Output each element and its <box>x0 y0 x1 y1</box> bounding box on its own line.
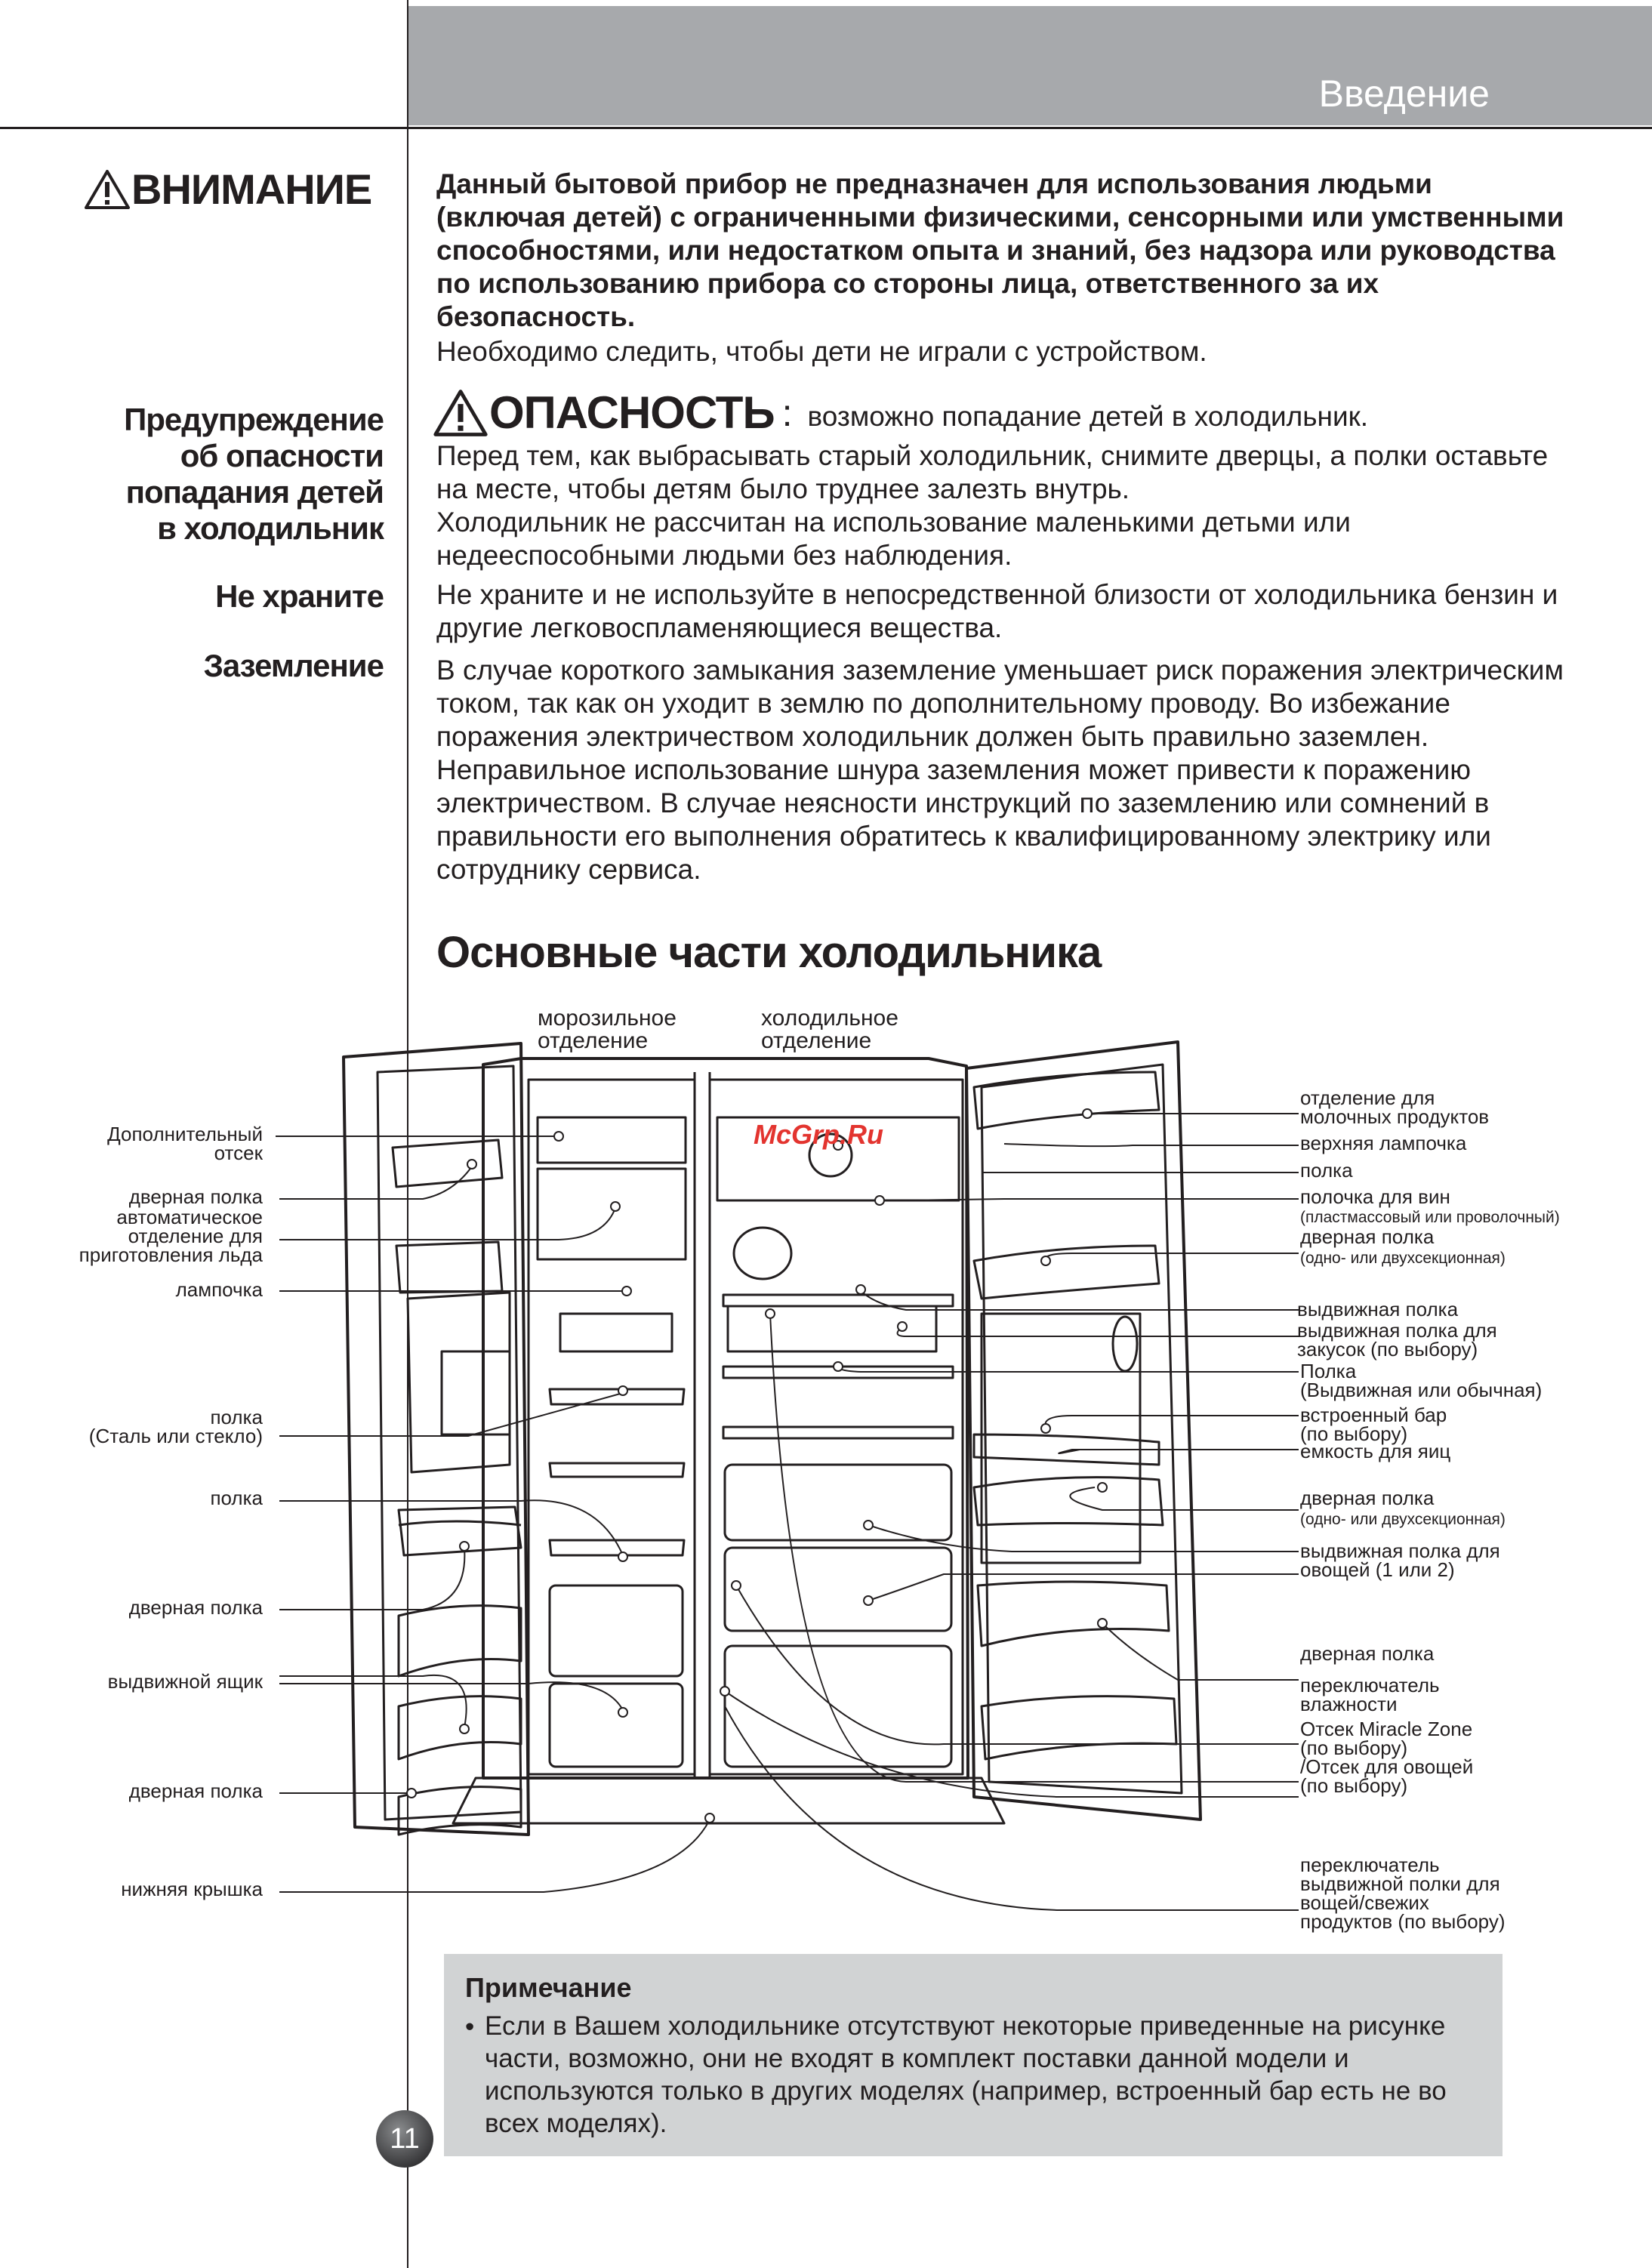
attention-heading <box>83 165 371 214</box>
label-right-egg-box: емкость для яиц <box>1300 1440 1451 1462</box>
label-left-drawer: выдвижной ящик <box>107 1670 263 1693</box>
grounding-heading: Заземление <box>203 648 384 683</box>
grounding-text: В случае короткого замыкания заземление уменьшает риск поражения электрическим током, так как он уходит в землю по дополнительному проводу. Во избежание поражения электричеством холодильник должен быть правильно заземлен. Неправильное использование шнура заземления может привести к поражению электричеством. В случае неясности инструкций по заземлению или сомнений в правильности его выполнения обратитесь к квалифицированному электрику или сотруднику сервиса. <box>436 655 1564 885</box>
label-left-shelf-steel-glass: полка (Сталь или стекло) <box>88 1406 263 1447</box>
danger-word: ОПАСНОСТЬ <box>489 387 775 438</box>
label-left-extra-compartment: Дополнительный отсек <box>107 1123 263 1164</box>
header-rule <box>0 127 1652 129</box>
label-left-door-shelf-3: дверная полка <box>128 1780 263 1802</box>
store-text: Не храните и не используйте в непосредственной близости от холодильника бензин и другие легковоспламеняющиеся вещества. <box>436 579 1558 643</box>
label-right-dairy: отделение для молочных продуктов <box>1300 1086 1490 1128</box>
warning-icon <box>83 168 131 211</box>
label-right-miracle-zone: Отсек Miracle Zone (по выбору) /Отсек для овощей (по выбору) <box>1300 1718 1474 1797</box>
label-right-humidity-switch: переключатель влажности <box>1300 1674 1440 1715</box>
attention-text: Необходимо следить, чтобы дети не играли с устройством. <box>436 336 1207 367</box>
label-left-shelf: полка <box>210 1487 263 1509</box>
attention-word: ВНИМАНИЕ <box>131 165 372 213</box>
label-right-shelf: полка <box>1300 1159 1353 1182</box>
label-left-door-shelf-2: дверная полка <box>128 1596 263 1619</box>
label-right-snack-drawer: выдвижная полка для закусок (по выбору) <box>1297 1319 1497 1360</box>
label-right-home-bar: встроенный бар (по выбору) <box>1300 1404 1447 1445</box>
label-right-wine-rack-note: (пластмассовый или проволочный) <box>1300 1209 1560 1226</box>
label-right-door-shelf-1-note: (одно- или двухсекционная) <box>1300 1250 1506 1267</box>
label-right-door-shelf-2-note: (одно- или двухсекционная) <box>1300 1511 1506 1528</box>
attention-bold-text: Данный бытовой прибор не предназначен для использования людьми (включая детей) с ограниченными физическими, сенсорными или умственными способностями, или недостатком опыта и знаний, без надзора или руководства по использованию прибора со стороны лица, ответственного за их безопасность. <box>436 168 1564 332</box>
danger-heading-line-3: попадания детей <box>125 474 384 510</box>
label-right-vegetable-drawer: выдвижная полка для овощей (1 или 2) <box>1300 1539 1500 1581</box>
danger-line <box>432 387 1368 439</box>
label-right-sliding-shelf: выдвижная полка <box>1297 1298 1459 1320</box>
label-fridge: холодильное отделение <box>761 1006 898 1053</box>
danger-heading-line-1: Предупреждение <box>124 402 384 437</box>
danger-intro: возможно попадание детей в холодильник. <box>807 400 1369 432</box>
danger-heading-line-2: об опасности <box>180 438 384 473</box>
label-right-door-shelf-1: дверная полка <box>1300 1225 1435 1248</box>
note-text: Если в Вашем холодильнике отсутствуют некоторые приведенные на рисунке части, возможно, они не входят в комплект поставки данной модели и используются только в других моделях (например, встроенный бар есть не во всех моделях). <box>485 2011 1447 2138</box>
label-left-bottom-cover: нижняя крышка <box>121 1878 263 1900</box>
label-right-drawer-switch: переключатель выдвижной полки для вощей/свежих продуктов (по выбору) <box>1300 1854 1506 1933</box>
warning-icon <box>432 387 489 439</box>
note-title: Примечание <box>465 1972 632 2003</box>
note-bullet: • <box>465 2012 475 2042</box>
label-right-shelf-sliding: Полка (Выдвижная или обычная) <box>1300 1360 1543 1401</box>
label-freezer: морозильное отделение <box>538 1006 677 1053</box>
page-number: 11 <box>376 2110 433 2168</box>
label-right-door-shelf-2: дверная полка <box>1300 1487 1435 1509</box>
watermark: McGrp.Ru <box>754 1119 884 1150</box>
label-right-wine-rack: полочка для вин <box>1300 1185 1450 1208</box>
store-heading: Не храните <box>215 578 384 614</box>
label-right-door-shelf-3: дверная полка <box>1300 1642 1435 1665</box>
label-left-door-shelf-1: дверная полка <box>128 1185 263 1208</box>
danger-heading-line-4: в холодильник <box>157 510 384 546</box>
label-right-top-lamp: верхняя лампочка <box>1300 1132 1467 1154</box>
section-title: Введение <box>1318 72 1490 115</box>
label-left-lamp: лампочка <box>175 1278 263 1301</box>
danger-colon: : <box>781 391 793 434</box>
label-left-icemaker: автоматическое отделение для приготовления льда <box>79 1206 263 1266</box>
danger-text: Перед тем, как выбрасывать старый холодильник, снимите дверцы, а полки оставьте на месте, чтобы детям было труднее залезть внутрь. Холодильник не рассчитан на использование маленькими детьми или недееспособными людьми без наблюдения. <box>436 440 1549 571</box>
parts-title: Основные части холодильника <box>436 928 1102 977</box>
